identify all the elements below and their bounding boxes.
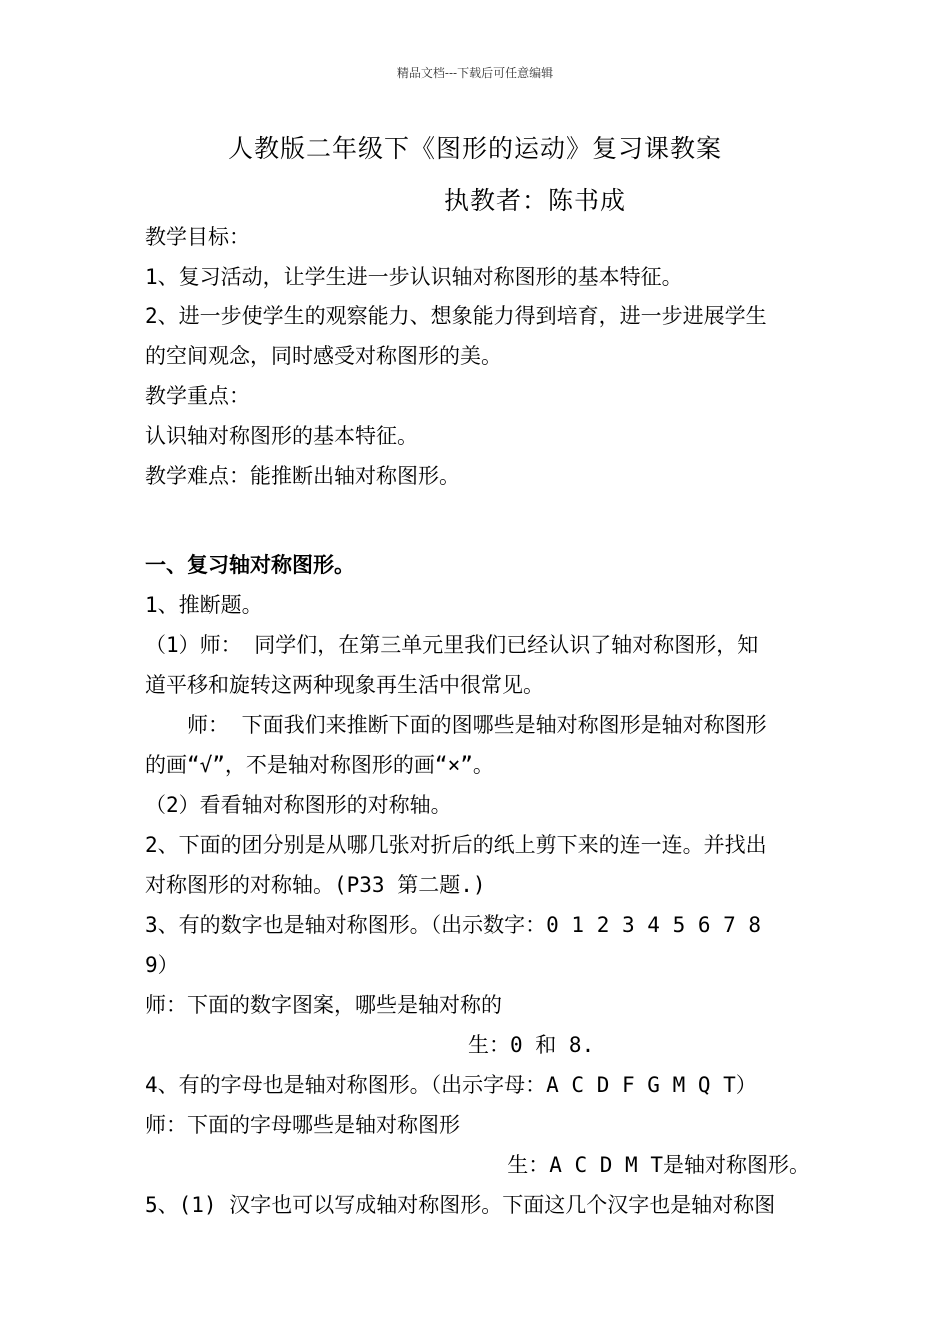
question-2-line-1: 2、下面的团分别是从哪几张对折后的纸上剪下来的连一连。并找出 <box>145 833 767 857</box>
question-3-student: 生：0 和 8. <box>468 1033 595 1057</box>
goal-heading: 教学目标： <box>145 225 250 249</box>
question-1-1-line-4: 的画“√”，不是轴对称图形的画“×”。 <box>145 753 494 777</box>
question-4: 4、有的字母也是轴对称图形。（出示字母：A C D F G M Q T） <box>145 1073 757 1097</box>
question-1-1-line-3: 师： 下面我们来推断下面的图哪些是轴对称图形是轴对称图形 <box>187 713 767 737</box>
question-3-line-2: 9） <box>145 953 179 977</box>
question-1-1-line-2: 道平移和旋转这两种现象再生活中很常见。 <box>145 673 544 697</box>
question-2-line-2: 对称图形的对称轴。(P33 第二题.) <box>145 873 486 897</box>
difficulty-line: 教学难点：能推断出轴对称图形。 <box>145 464 460 488</box>
question-1-1-line-1: （1）师： 同学们，在第三单元里我们已经认识了轴对称图形，知 <box>145 633 759 657</box>
goal-item-2-line-2: 的空间观念，同时感受对称图形的美。 <box>145 344 502 368</box>
section-heading: 一、复习轴对称图形。 <box>145 553 355 577</box>
key-point-heading: 教学重点： <box>145 384 250 408</box>
question-5: 5、(1) 汉字也可以写成轴对称图形。下面这几个汉字也是轴对称图 <box>145 1193 776 1217</box>
goal-item-1: 1、复习活动，让学生进一步认识轴对称图形的基本特征。 <box>145 265 683 289</box>
header-note: 精品文档---下载后可任意编辑 <box>396 66 554 80</box>
goal-item-2-line-1: 2、进一步使学生的观察能力、想象能力得到培育，进一步进展学生 <box>145 304 767 328</box>
key-point-text: 认识轴对称图形的基本特征。 <box>145 424 418 448</box>
question-4-student: 生：A C D M T是轴对称图形。 <box>507 1153 810 1177</box>
question-3-line-1: 3、有的数字也是轴对称图形。（出示数字：0 1 2 3 4 5 6 7 8 <box>145 913 762 937</box>
author-line: 执教者：陈书成 <box>444 186 627 215</box>
question-1: 1、推断题。 <box>145 593 263 617</box>
document-title: 人教版二年级下《图形的运动》复习课教案 <box>227 134 722 163</box>
question-3-teacher: 师：下面的数字图案，哪些是轴对称的 <box>145 993 502 1017</box>
question-1-2: （2）看看轴对称图形的对称轴。 <box>145 793 452 817</box>
question-4-teacher: 师：下面的字母哪些是轴对称图形 <box>145 1113 460 1137</box>
